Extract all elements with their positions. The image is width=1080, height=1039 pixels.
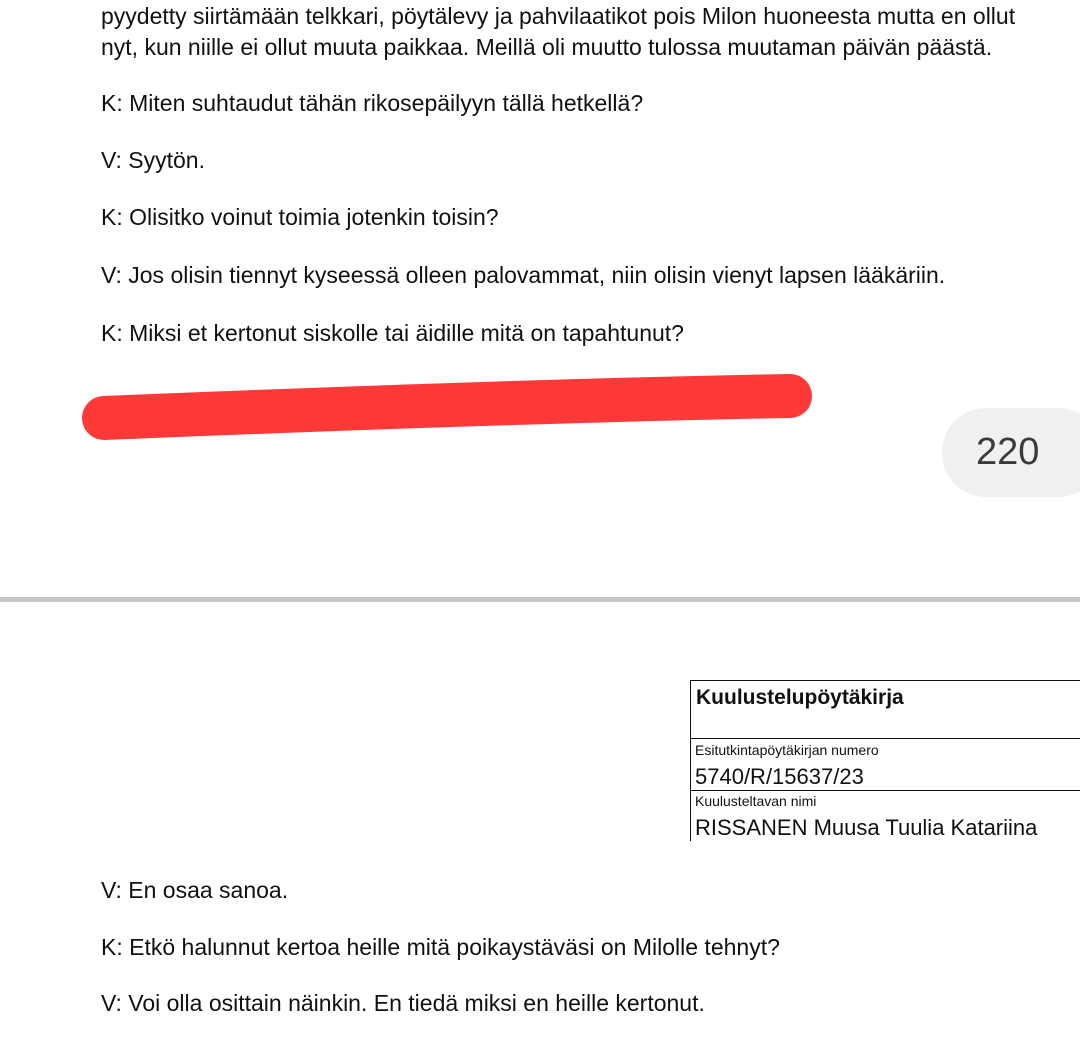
page-divider (0, 597, 1080, 602)
record-header-title: Kuulustelupöytäkirja (696, 686, 904, 709)
question-line: K: Miksi et kertonut siskolle tai äidille mitä on tapahtunut? (101, 320, 684, 346)
interviewee-name-value: RISSANEN Muusa Tuulia Katariina (695, 815, 1038, 840)
interviewee-name-label: Kuulusteltavan nimi (695, 793, 817, 809)
question-line: K: Olisitko voinut toimia jotenkin toisin? (101, 204, 499, 230)
page-number: 220 (976, 431, 1040, 473)
paragraph-line-2: nyt, kun niille ei ollut muuta paikkaa. Meillä oli muutto tulossa muutaman päivän päästä. (101, 34, 993, 60)
record-number-value: 5740/R/15637/23 (695, 764, 864, 789)
answer-line: V: En osaa sanoa. (101, 877, 289, 903)
header-rule (691, 790, 1080, 791)
record-number-label: Esitutkintapöytäkirjan numero (695, 742, 879, 758)
answer-line: V: Syytön. (101, 147, 205, 173)
record-header-box (690, 680, 1080, 841)
header-rule (691, 738, 1080, 739)
answer-line: V: Voi olla osittain näinkin. En tiedä miksi en heille kertonut. (101, 990, 705, 1016)
question-line: K: Etkö halunnut kertoa heille mitä poikaystäväsi on Milolle tehnyt? (101, 934, 780, 960)
question-line: K: Miten suhtaudut tähän rikosepäilyyn tällä hetkellä? (101, 90, 644, 116)
paragraph-line-1: pyydetty siirtämään telkkari, pöytälevy ja pahvilaatikot pois Milon huoneesta mutta en ollut (101, 3, 1016, 29)
answer-line: V: Jos olisin tiennyt kyseessä olleen palovammat, niin olisin vienyt lapsen lääkäriin. (101, 262, 946, 288)
redaction-mark (0, 360, 830, 460)
